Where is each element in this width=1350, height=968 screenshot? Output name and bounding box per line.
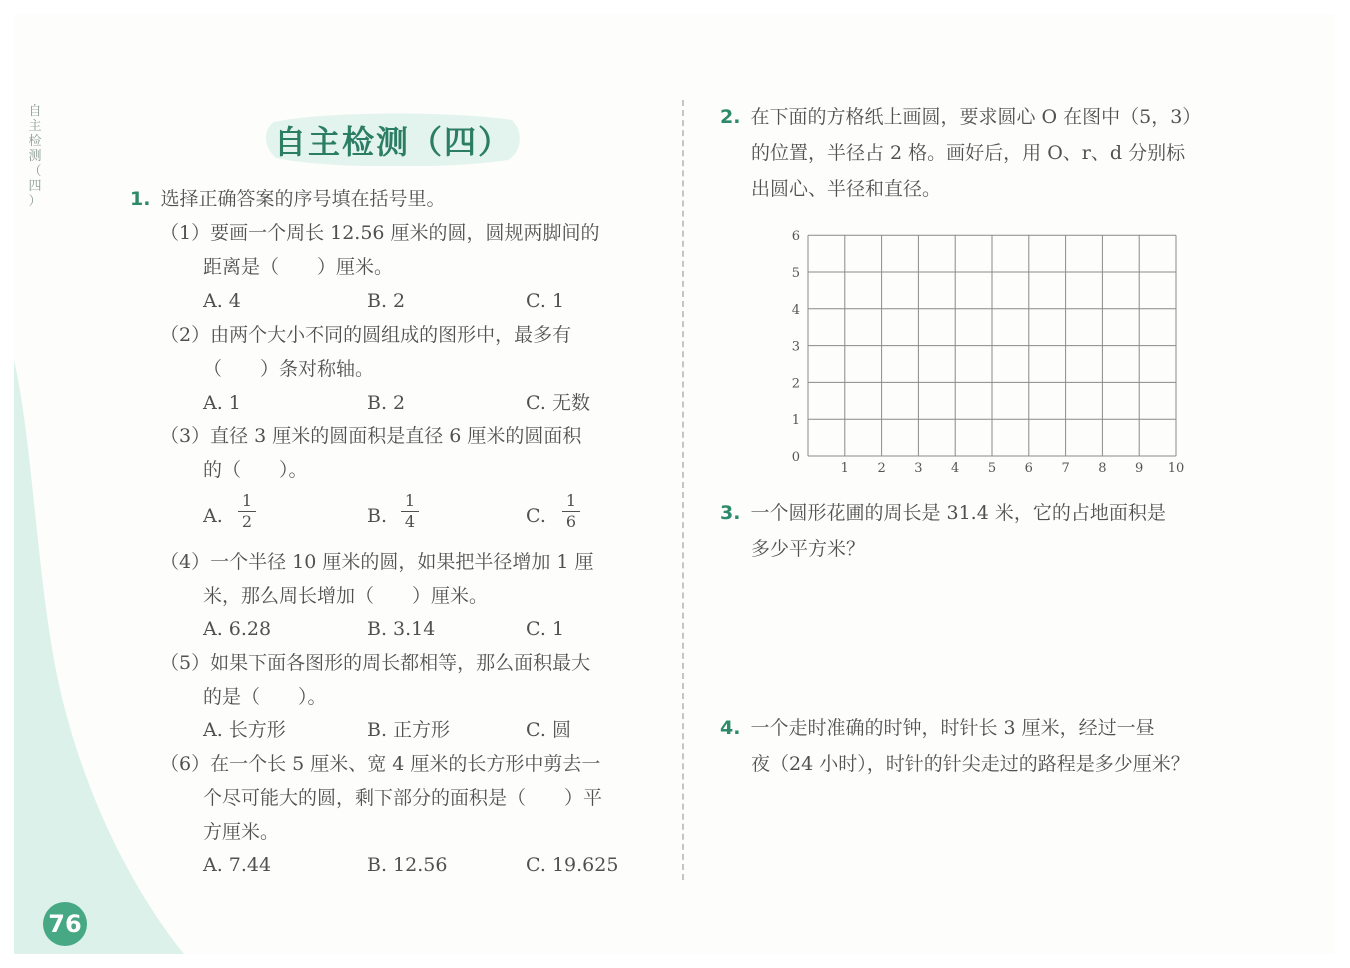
option-c[interactable]: C. 19.625 [526,854,619,876]
q1-item-4-line-1: （4）一个半径 10 厘米的圆，如果把半径增加 1 厘 [160,551,594,573]
option-a[interactable]: A. 4 [203,290,241,312]
y-tick-label: 4 [791,302,800,318]
question-number: 4. [720,717,741,739]
fraction-one-quarter: 1 4 [401,492,419,531]
side-section-label: 自 主 检 测 （ 四 ） [28,104,42,209]
page-number: 76 [43,902,87,946]
option-c[interactable]: C. 1 [526,290,565,312]
option-b[interactable]: B. 2 [367,392,406,414]
question-text: 选择正确答案的序号填在括号里。 [160,188,446,210]
y-tick-label: 5 [791,266,800,281]
question-1 [130,186,445,212]
q1-item-1-line-2: 距离是（ ）厘米。 [203,256,394,278]
q1-item-1-line-1: （1）要画一个周长 12.56 厘米的圆，圆规两脚间的 [160,222,600,244]
option-b[interactable]: B. 12.56 [367,854,448,876]
y-tick-label: 0 [791,450,800,465]
question-2-line-2: 的位置，半径占 2 格。画好后，用 O、r、d 分别标 [751,142,1186,164]
q1-item-5-line-1: （5）如果下面各图形的周长都相等，那么面积最大 [160,652,591,674]
q1-item-6-line-3: 方厘米。 [203,821,280,843]
question-3-line-1: 3. 一个圆形花圃的周长是 31.4 米，它的占地面积是 [720,502,1166,524]
q1-item-2-line-1: （2）由两个大小不同的圆组成的图形中，最多有 [160,324,572,346]
q4-answer-area[interactable] [751,790,1231,910]
option-a[interactable]: A. 1 [203,392,241,414]
x-tick-label: 3 [914,461,923,476]
x-tick-label: 10 [1167,461,1185,476]
fraction-one-sixth: 1 6 [562,492,580,531]
x-tick-label: 4 [951,461,960,476]
x-tick-label: 7 [1061,461,1070,476]
fraction-one-half: 1 2 [238,492,256,531]
question-2-line-1: 2. 在下面的方格纸上画圆，要求圆心 O 在图中（5，3） [720,106,1202,128]
option-b[interactable]: B. 2 [367,290,406,312]
option-c[interactable]: C. 无数 [526,392,590,414]
option-a[interactable]: A. 7.44 [203,854,272,876]
x-tick-label: 5 [987,461,997,476]
q1-item-5-line-2: 的是（ ）。 [203,686,327,708]
decorative-wave [14,360,184,954]
x-tick-label: 1 [840,461,849,476]
title-block [262,112,524,166]
q1-item-2-line-2: （ ）条对称轴。 [203,358,375,380]
option-a[interactable]: A. 长方形 [203,719,286,741]
q1-item-6-line-1: （6）在一个长 5 厘米、宽 4 厘米的长方形中剪去一 [160,753,601,775]
question-2-line-3: 出圆心、半径和直径。 [751,178,942,200]
question-number: 2. [720,106,741,128]
q1-item-4-line-2: 米，那么周长增加（ ）厘米。 [203,585,489,607]
question-3-line-2: 多少平方米？ [751,538,866,560]
y-tick-label: 2 [791,376,800,392]
option-c[interactable]: C. 圆 [526,719,571,741]
y-tick-label: 1 [791,413,800,429]
y-tick-label: 3 [791,339,800,355]
option-b[interactable]: B. 正方形 [367,719,451,741]
option-c[interactable]: C. [526,505,546,527]
x-tick-label: 9 [1135,461,1144,476]
q1-item-3-line-2: 的（ ）。 [203,459,308,481]
x-tick-label: 2 [877,461,886,476]
coordinate-grid[interactable] [780,222,1200,484]
q3-answer-area[interactable] [751,572,1231,702]
option-a[interactable]: A. [203,505,223,527]
page-title: 自主检测（四） [273,123,512,161]
question-number: 3. [720,502,741,524]
column-divider [682,100,686,880]
question-4-line-1: 4. 一个走时准确的时钟，时针长 3 厘米，经过一昼 [720,717,1155,739]
option-b[interactable]: B. [367,505,388,527]
option-b[interactable]: B. 3.14 [367,618,436,640]
question-number: 1. [130,188,151,210]
option-a[interactable]: A. 6.28 [203,618,272,640]
q1-item-6-line-2: 个尽可能大的圆，剩下部分的面积是（ ）平 [203,787,603,809]
x-tick-label: 8 [1098,461,1107,476]
option-c[interactable]: C. 1 [526,618,565,640]
q1-item-3-line-1: （3）直径 3 厘米的圆面积是直径 6 厘米的圆面积 [160,425,582,447]
question-4-line-2: 夜（24 小时），时针的针尖走过的路程是多少厘米？ [751,753,1190,775]
x-tick-label: 6 [1024,461,1033,476]
y-tick-label: 6 [791,229,800,245]
